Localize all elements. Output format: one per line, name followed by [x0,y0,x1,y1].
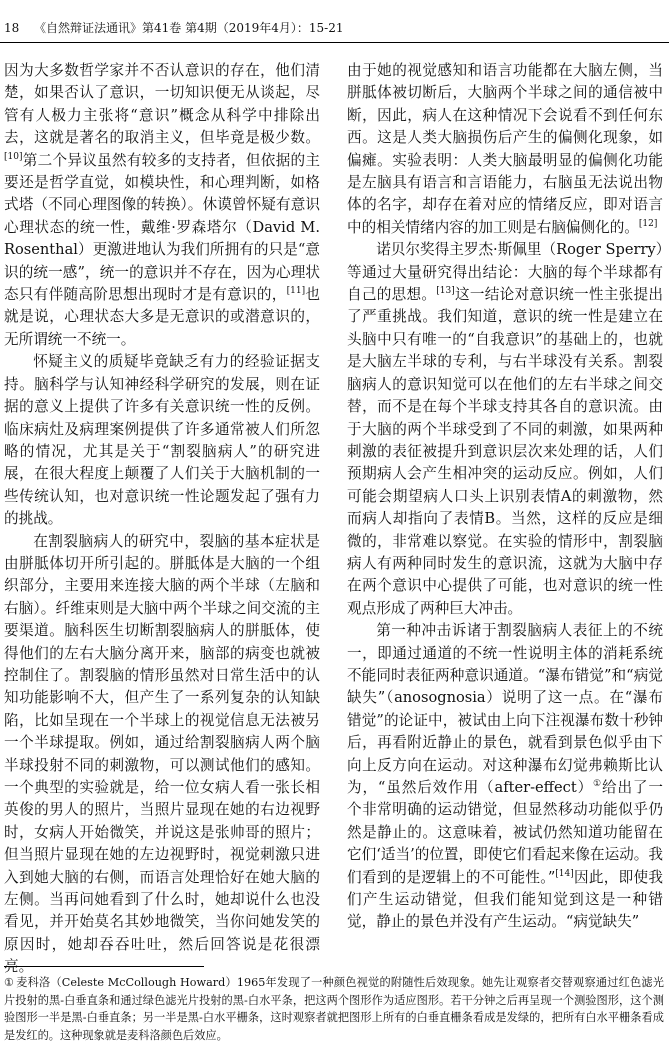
paragraph-text: 也就是说，心理状态大多是无意识的或潜意识的，无所谓统一不统一。 [4,286,320,348]
citation-ref[interactable]: [14] [555,868,574,879]
paragraph [347,620,663,934]
running-header [0,18,669,38]
footnote-ref[interactable]: ① [593,779,602,789]
paragraph-text: 因此，即使我们产生运动错觉，但我们能知觉到这是一种错觉，静止的景色并没有产生运动。“病觉缺失” [347,868,663,931]
footnote [4,974,664,1052]
footnote-text: 麦科洛（Celeste McCollough Howard）1965年发现了一种颜色视觉的附随性后效现象。她先让观察者交替观察通过红色滤光片投射的黑-白垂直条和通过绿色滤光片投射的黑-白水平条，把这两个图形作为适应图形。若干分钟之后再呈现一个测验图形，这个测验图形一半是黑-白垂直条；另一半是黑-白水平栅条，这时观察者就把图形上所有的白垂直栅条看成是发绿的，把所有白水平栅条看成是发红的。这种现象就是麦科洛颜色后效应。 [4,976,664,1042]
paragraph: 怀疑主义的质疑毕竟缺乏有力的经验证据支持。脑科学与认知神经科学研究的发展，则在证据的意义上提供了许多有关意识统一性的反例。临床病灶及病理案例提供了许多通常被人们所忽略的情况，尤其是关于“割裂脑病人”的研究进展，在很大程度上颠覆了人们关于大脑机制的一些传统认知，也对意识统一性论题发起了强有力的挑战。 [4,353,320,528]
journal-citation: 《自然辩证法通讯》第41卷 第4期（2019年4月）：15-21 [34,21,344,35]
paragraph [347,60,663,239]
paragraph-text: 因为大多数哲学家并不否认意识的存在，他们清楚，如果否认了意识，一切知识便无从谈起，尽管有人极力主张将“意识”概念从科学中排除出去，这就是著名的取消主义，但毕竟是极少数。 [4,62,320,147]
right-column [347,60,663,958]
footnote-mark: ① [4,976,15,989]
paragraph-text: 第二个异议虽然有较多的支持者，但依据的主要还是哲学直觉，如模块性，和心理判断，如格式塔（不同心理图像的转换）。休谟曾怀疑有意识心理状态的统一性，戴维·罗森塔尔（David M. Rosenthal）更激进地认为我们所拥有的只是“意识的统一感”，统一的意识并不存在，因为心理状态只有伴随高阶思想出现时才是有意识的， [4,151,320,304]
paragraph [347,239,663,620]
paragraph [4,60,320,351]
paragraph-text: 第一种冲击诉诸于割裂脑病人表征上的不统一，即通过通道的不统一性说明主体的消耗系统不能同时表征两种意识通道。“瀑布错觉”和“病觉缺失”（anosognosia）说明了这一点。在“瀑布错觉”的论证中，被试由上向下注视瀑布数十秒钟后，再看附近静止的景色，就看到景色似乎由下向上反方向在运动。对这种瀑布幻觉弗赖斯比认为，“虽然后效作用（after-effect） [347,622,663,796]
citation-ref[interactable]: [12] [638,218,658,229]
header-rule [0,42,669,43]
citation-ref[interactable]: [10] [4,151,23,162]
paragraph-text: 由于她的视觉感知和语言功能都在大脑左侧，当胼胝体被切断后，大脑两个半球之间的通信被中断，因此，病人在这种情况下会说看不到任何东西。这是人类大脑损伤后产生的偏侧化现象，如偏瘫。实验表明：人类大脑最明显的偏侧化功能是左脑具有语言和言语能力，右脑虽无法说出物体的名字，却存在着对应的情绪反应，即对语言中的相关情绪内容的加工则是右脑偏侧化的。 [347,62,663,236]
paragraph-text: 给出了一个非常明确的运动错觉，但显然移动功能似乎仍然是静止的。这意味着，被试仍然知道功能留在它们‘适当’的位置，即使它们看起来像在运动。我们看到的是逻辑上的不可能性。” [347,779,663,886]
page-number: 18 [4,21,20,35]
left-column [4,60,320,976]
paragraph: 在割裂脑病人的研究中，裂脑的基本症状是由胼胝体切开所引起的。胼胝体是大脑的一个组织部分，主要用来连接大脑的两个半球（左脑和右脑）。纤维束则是大脑中两个半球之间交流的主要渠道。脑科医生切断割裂脑病人的胼胝体，使得他们的左右大脑分离开来，脑部的病变也就被控制住了。割裂脑的情形虽然对日常生活中的认知功能影响不大，但产生了一系列复杂的认知缺陷，比如呈现在一个半球上的视觉信息无法被另一个半球提取。例如，通过给割裂脑病人两个脑半球投射不同的刺激物，可以测试他们的感知。一个典型的实验就是，给一位女病人看一张长相英俊的男人的照片，当照片显现在她的右边视野时，女病人开始微笑，并说这是张帅哥的照片；但当照片显现在她的左边视野时，视觉刺激只进入到她大脑的右侧，而语言处理恰好在她大脑的左侧。当再问她看到了什么时，她却说什么也没看见，并开始莫名其妙地微笑，当你问她发笑的原因时，她却吞吞吐吐，然后回答说是花很漂亮。 [4,532,320,976]
citation-ref[interactable]: [13] [436,286,455,297]
paragraph-text: 诺贝尔奖得主罗杰·斯佩里（Roger Sperry）等通过大量研究得出结论：大脑的每个半球都有自己的思想。 [347,241,663,304]
footnote-rule [4,966,204,967]
paragraph-text: 这一结论对意识统一性主张提出了严重挑战。我们知道，意识的统一性是建立在头脑中只有唯一的“自我意识”的基础上的，也就是大脑左半球的专利，与右半球没有关系。割裂脑病人的意识知觉可以在他们的左右半球之间交替，而不是在每个半球支持其各自的意识流。由于大脑的两个半球受到了不同的刺激，如果两种刺激的表征被提升到意识层次来处理的话，人们预期病人会产生相冲突的运动反应。例如，人们可能会期望病人口头上识别表情A的刺激物，然而病人却指向了表情B。当然，这样的反应是细微的，非常难以察觉。在实验的情形中，割裂脑病人有两种同时发生的意识流，这就为大脑中存在两个意识中心提供了可能，也对意识的统一性观点形成了两种巨大冲击。 [347,286,663,617]
citation-ref[interactable]: [11] [286,286,306,297]
